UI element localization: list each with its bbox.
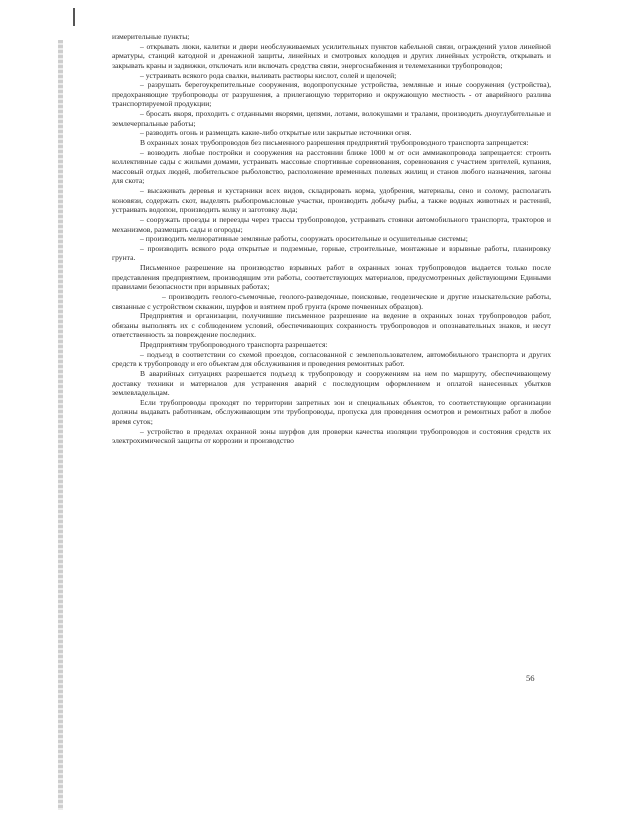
paragraph: – разрушать берегоукрепительные сооружения, водопропускные устройства, земляные и иные сооружения (устройства), предохраняющие трубопроводы от разрушения, а прилегающую территорию и окружающую местность - от аварийного разлива транспортируемой продукции;: [112, 80, 551, 109]
paragraph: – возводить любые постройки и сооружения на расстоянии ближе 1000 м от оси аммиакопровода запрещается: строить коллективные сады с жилыми домами, устраивать массовые спортивные соревнования, соревнования с участием зрителей, купания, массовый отдых людей, любительское рыболовство, расположение временных полевых жилищ и станов любого назначения, загоны для скота;: [112, 147, 551, 186]
paragraph: – подъезд в соответствии со схемой проездов, согласованной с землепользователем, автомобильного транспорта и других средств к трубопроводу и его объектам для обслуживания и проведения ремонтных работ.: [112, 349, 551, 369]
paragraph: Предприятия и организации, получившие письменное разрешение на ведение в охранных зонах трубопроводов работ, обязаны выполнять их с соблюдением условий, обеспечивающих сохранность трубопроводов и опознавательных знаков, и несут ответственность за повреждение последних.: [112, 311, 551, 340]
scan-margin-mark: [73, 8, 75, 26]
paragraph: – производить мелиоративные земляные работы, сооружать оросительные и осушительные системы;: [140, 234, 468, 244]
paragraph: – устройство в пределах охранной зоны шурфов для проверки качества изоляции трубопроводов и состояния средств их электрохимической защиты от коррозии и производство: [112, 426, 551, 446]
paragraph: – бросать якоря, проходить с отданными якорями, цепями, лотами, волокушами и тралами, производить дноуглубительные и землечерпальные работы;: [112, 109, 551, 128]
paragraph: – открывать люки, калитки и двери необслуживаемых усилительных пунктов кабельной связи, ограждений узлов линейной арматуры, станций катодной и дренажной защиты, линейных и смотровых колодцев и других линейных устройств, открывать и закрывать краны и задвижки, отключать или включать средства связи, энергоснабжения и телемеханики трубопроводов;: [112, 41, 551, 70]
paragraph: – устраивать всякого рода свалки, выливать растворы кислот, солей и щелочей;: [140, 70, 397, 80]
paragraph: – производить геолого-съемочные, геолого-разведочные, поисковые, геодезические и другие изыскательские работы, связанные с устройством скважин, шурфов и взятием проб грунта (кроме почвенных образцов).: [112, 291, 551, 311]
paragraph: Если трубопроводы проходят по территории запретных зон и специальных объектов, то соответствующие организации должны выдавать работникам, обслуживающим эти трубопроводы, пропуска для проведения осмотров и ремонтных работ в любое время суток;: [112, 397, 551, 426]
paragraph: – производить всякого рода открытые и подземные, горные, строительные, монтажные и взрывные работы, планировку грунта.: [112, 243, 551, 263]
paragraph: – разводить огонь и размещать какие-либо открытые или закрытые источники огня.: [140, 128, 412, 138]
paragraph: – высаживать деревья и кустарники всех видов, складировать корма, удобрения, материалы, сено и солому, располагать коновязи, содержать скот, выделять рыбопромысловые участки, производить добычу рыбы, а также водных животных и растений, устраивать водопои, производить колку и заготовку льда;: [112, 186, 551, 215]
document-page: [112, 32, 551, 672]
paragraph: В аварийных ситуациях разрешается подъезд к трубопроводу и сооружениям на нем по маршруту, обеспечивающему доставку техники и материалов для устранения аварий с последующим оформлением и оплатой нанесенных убытков землевладельцам.: [112, 368, 551, 398]
paragraph: В охранных зонах трубопроводов без письменного разрешения предприятий трубопроводного транспорта запрещается:: [140, 137, 529, 147]
scan-binding-edge: [58, 40, 63, 810]
paragraph: Предприятиям трубопроводного транспорта разрешается:: [140, 340, 328, 349]
paragraph: Письменное разрешение на производство взрывных работ в охранных зонах трубопроводов выдается только после представления предприятием, производящим эти работы, соответствующих материалов, предусмотренных действующими Едиными правилами безопасности при взрывных работах;: [112, 263, 551, 292]
paragraph: – сооружать проезды и переезды через трассы трубопроводов, устраивать стоянки автомобильного транспорта, тракторов и механизмов, размещать сады и огороды;: [112, 214, 551, 234]
page-number: 56: [526, 673, 535, 683]
paragraph: измерительные пункты;: [112, 32, 190, 41]
